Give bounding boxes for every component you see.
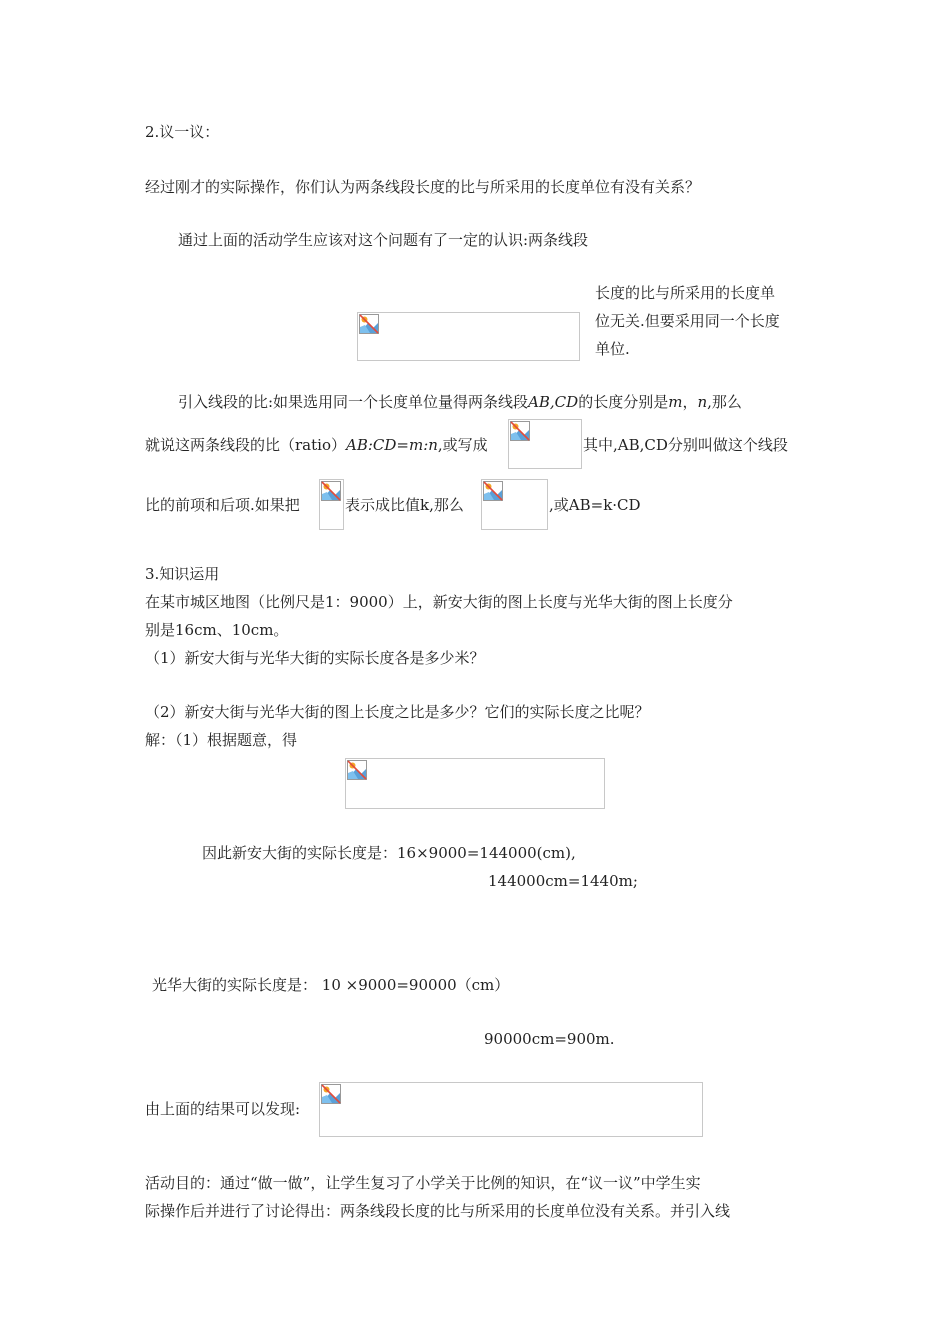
- discussion-question: 经过刚才的实际操作，你们认为两条线段长度的比与所采用的长度单位有没有关系？: [145, 178, 701, 196]
- ratio-definition-line-2a: 就说这两条线段的比（ratio）AB:CD=m:n,或写成: [145, 436, 488, 454]
- conclusion-line-2: 长度的比与所采用的长度单: [595, 284, 776, 302]
- finding-label: 由上面的结果可以发现:: [145, 1100, 301, 1118]
- problem-question-1: （1）新安大街与光华大街的实际长度各是多少米？: [145, 649, 485, 667]
- activity-purpose-line-1: 活动目的：通过“做一做”，让学生复习了小学关于比例的知识，在“议一议”中学生实: [145, 1174, 701, 1192]
- broken-image-icon: [483, 481, 503, 501]
- conclusion-line-1: 通过上面的活动学生应该对这个问题有了一定的认识:两条线段: [178, 231, 589, 249]
- conclusion-line-4: 单位.: [595, 340, 630, 358]
- broken-image-icon: [321, 481, 341, 501]
- conclusion-line-3: 位无关.但要采用同一个长度: [595, 312, 780, 330]
- ratio-image-placeholder: [319, 479, 344, 530]
- ratio-definition-line-3a: 比的前项和后项.如果把: [145, 496, 300, 514]
- finding-image-placeholder: [319, 1082, 703, 1137]
- ratio-definition-line-3c: ,或AB=k·CD: [549, 496, 641, 514]
- formula-image-placeholder: [357, 312, 580, 361]
- ratio-definition-line-2b: 其中,AB,CD分别叫做这个线段: [583, 436, 788, 454]
- solution-intro: 解：（1）根据题意，得: [145, 731, 298, 749]
- result-xinan-2: 144000cm=1440m;: [488, 872, 638, 890]
- problem-line-1: 在某市城区地图（比例尺是1：9000）上，新安大街的图上长度与光华大街的图上长度分: [145, 593, 733, 611]
- result-guanghua-1: 光华大街的实际长度是： 10 ×9000=90000（cm）: [152, 976, 510, 994]
- broken-image-icon: [321, 1084, 341, 1104]
- problem-question-2: （2）新安大街与光华大街的图上长度之比是多少？它们的实际长度之比呢？: [145, 703, 650, 721]
- fraction-image-placeholder: [508, 419, 582, 469]
- problem-line-2: 别是16cm、10cm。: [145, 621, 289, 639]
- broken-image-icon: [347, 760, 367, 780]
- broken-image-icon: [510, 421, 530, 441]
- broken-image-icon: [359, 314, 379, 334]
- ratio-value-image-placeholder: [481, 479, 548, 530]
- result-xinan-1: 因此新安大街的实际长度是：16×9000=144000(cm),: [202, 844, 576, 862]
- ratio-definition-line-3b: 表示成比值k,那么: [345, 496, 464, 514]
- equation-image-placeholder: [345, 758, 605, 809]
- ratio-definition-line-1: 引入线段的比:如果选用同一个长度单位量得两条线段AB,CD的长度分别是m，n,那么: [178, 393, 742, 411]
- section-3-heading: 3.知识运用: [145, 565, 220, 583]
- result-guanghua-2: 90000cm=900m.: [484, 1030, 615, 1048]
- section-2-heading: 2.议一议：: [145, 123, 220, 141]
- activity-purpose-line-2: 际操作后并进行了讨论得出：两条线段长度的比与所采用的长度单位没有关系。并引入线: [145, 1202, 731, 1220]
